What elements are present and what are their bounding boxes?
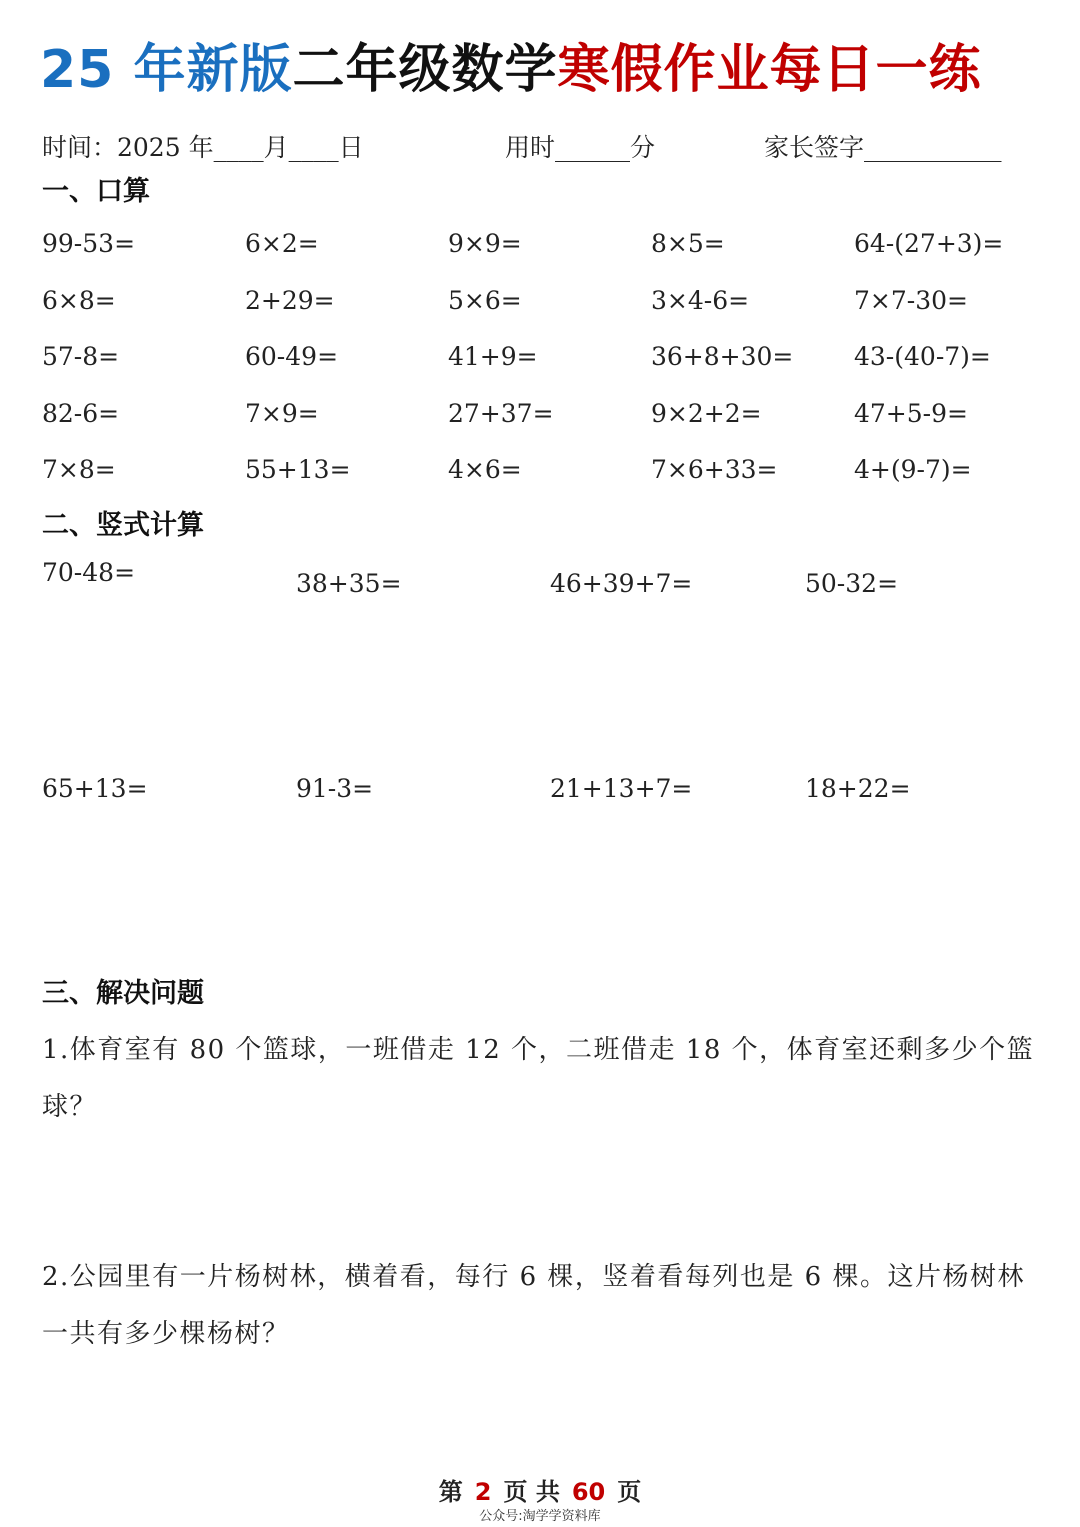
vertical-problem[interactable]: 18+22= [805,774,911,803]
oral-problem[interactable]: 8×5= [651,229,725,258]
vertical-problem[interactable]: 91-3= [296,774,374,803]
page-suffix: 页 [617,1478,642,1506]
oral-problem[interactable]: 7×7-30= [854,285,968,315]
oral-problem[interactable]: 4×6= [448,455,522,484]
time-used-field[interactable]: 用时______分 [505,133,656,162]
oral-problem[interactable]: 6×8= [42,285,116,315]
oral-problem[interactable]: 43-(40-7)= [854,342,991,371]
worksheet-title [40,32,1050,108]
page-number [0,1474,1080,1510]
oral-problem[interactable]: 64-(27+3)= [854,229,1004,258]
vertical-problem[interactable]: 46+39+7= [550,569,693,598]
section-vertical-title: 二、竖式计算 [42,510,204,541]
source-credit: 公众号:淘学学资料库 [479,1509,601,1524]
oral-problem[interactable]: 9×9= [448,229,522,258]
oral-problem[interactable]: 7×6+33= [651,455,778,484]
oral-problem[interactable]: 47+5-9= [854,398,968,428]
oral-problem[interactable]: 3×4-6= [651,285,750,315]
section-oral-title: 一、口算 [42,176,150,207]
total-page-number: 60 [571,1478,606,1506]
oral-problem[interactable]: 5×6= [448,285,522,315]
oral-problem[interactable]: 6×2= [245,229,319,258]
title-part-holiday-practice: 寒假作业每日一练 [557,40,982,100]
oral-problem[interactable]: 9×2+2= [651,398,762,428]
oral-problem[interactable]: 36+8+30= [651,342,794,371]
vertical-problem[interactable]: 70-48= [42,558,136,587]
oral-problem[interactable]: 7×9= [245,398,319,428]
page-mid: 页 共 [503,1478,560,1506]
oral-problem[interactable]: 60-49= [245,342,339,371]
parent-signature-field[interactable]: 家长签字___________ [764,133,1002,162]
oral-problem[interactable]: 55+13= [245,455,351,484]
title-part-edition: 25 年新版 [40,40,293,100]
oral-problem[interactable]: 2+29= [245,285,335,315]
oral-problem[interactable]: 7×8= [42,455,116,484]
vertical-problem[interactable]: 38+35= [296,569,402,598]
vertical-problem[interactable]: 65+13= [42,774,148,803]
oral-problem[interactable]: 99-53= [42,229,136,258]
oral-problem[interactable]: 4+(9-7)= [854,455,972,484]
vertical-problem[interactable]: 21+13+7= [550,774,693,803]
date-field[interactable]: 时间：2025 年____月____日 [42,133,364,162]
oral-problem[interactable]: 57-8= [42,342,120,371]
page-prefix: 第 [438,1478,463,1506]
oral-problem[interactable]: 27+37= [448,398,554,428]
oral-problem[interactable]: 41+9= [448,342,538,371]
oral-problem[interactable]: 82-6= [42,398,120,428]
vertical-problem[interactable]: 50-32= [805,569,899,598]
oral-calculation-grid [42,222,1042,505]
section-word-problems-title: 三、解决问题 [42,978,204,1009]
title-part-grade-subject: 二年级数学 [292,40,558,100]
word-problem-2: 2.公园里有一片杨树林，横着看，每行 6 棵，竖着看每列也是 6 棵。这片杨树林一共有多少棵杨树？ [42,1262,1025,1349]
word-problem-1: 1.体育室有 80 个篮球，一班借走 12 个，二班借走 18 个，体育室还剩多少个篮球？ [42,1035,1035,1122]
current-page-number: 2 [474,1478,492,1506]
